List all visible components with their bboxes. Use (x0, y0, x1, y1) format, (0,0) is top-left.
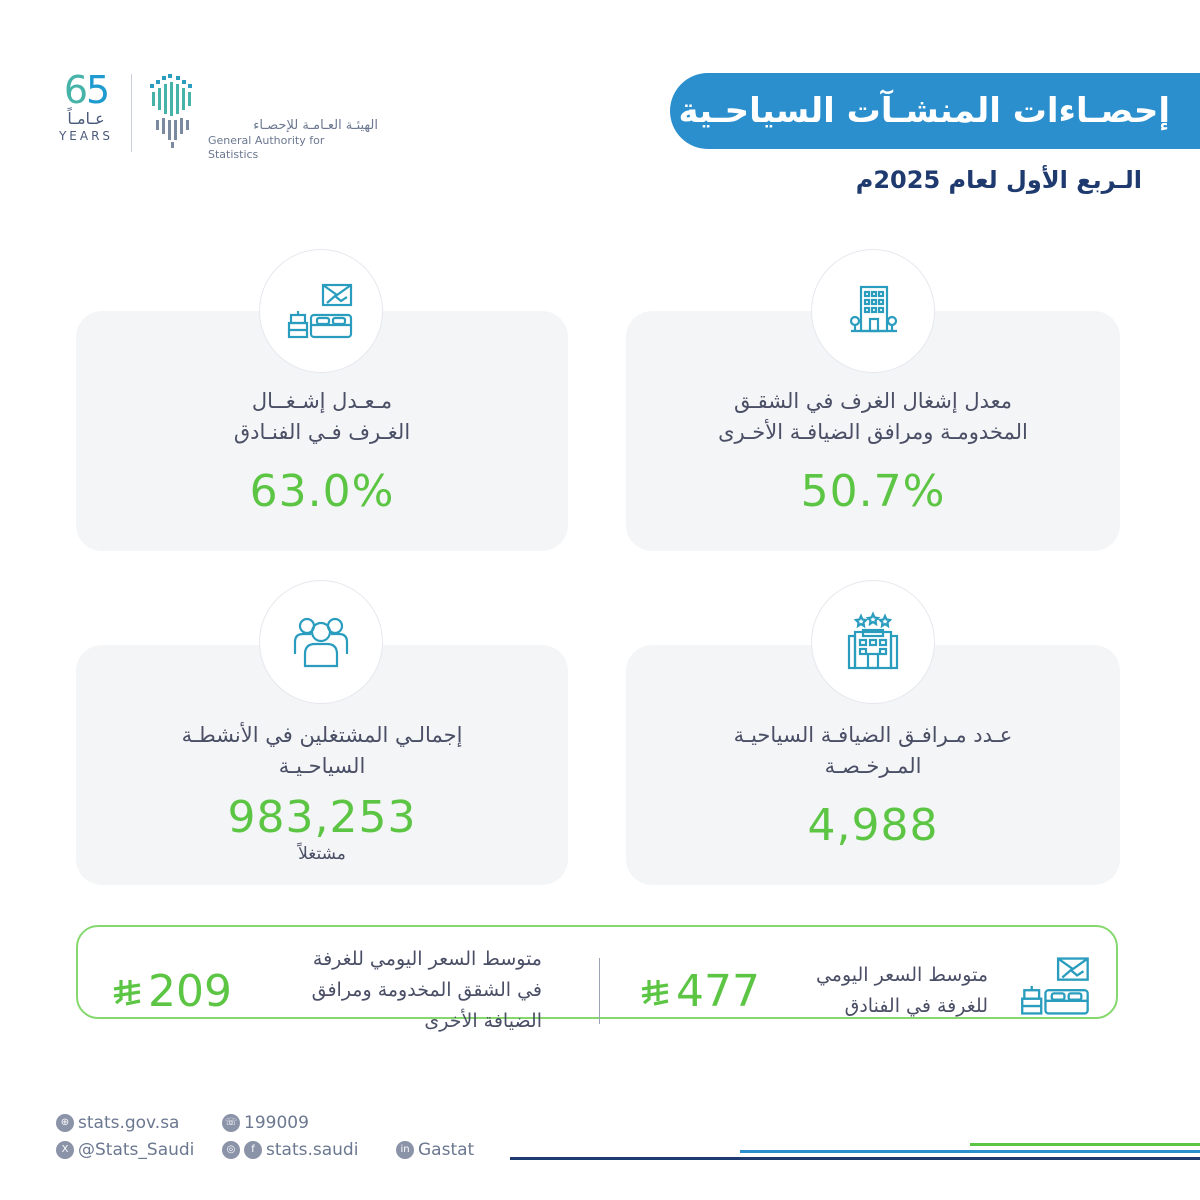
price-apartments-value (112, 966, 232, 1017)
footer-linkedin-text[interactable]: Gastat (418, 1140, 475, 1160)
saudi-riyal-icon (640, 977, 670, 1007)
price-apartments-amount: 209 (148, 966, 232, 1017)
card-tourism-employees-icon-circle (259, 580, 383, 704)
price-hotels-amount: 477 (676, 966, 760, 1017)
saudi-riyal-icon (112, 977, 142, 1007)
logo-divider (131, 74, 132, 152)
years-arabic: عـامـاً (67, 109, 105, 128)
card-licensed-facilities-value: 4,988 (807, 800, 939, 851)
price-box-divider (599, 958, 600, 1024)
card-apartments-occupancy-icon-circle (811, 249, 935, 373)
footer-phone-text[interactable]: 199009 (244, 1113, 309, 1133)
page-title: إحصـاءات المنشـآت السياحـية (678, 91, 1170, 131)
price-apartments-label: متوسط السعر اليومي للغرفة في الشقق المخدومة ومرافق الضيافة الأخرى (311, 948, 542, 1032)
footer-bar-navy (510, 1157, 1200, 1160)
card-apartments-occupancy-label: معدل إشغال الغرف في الشقـق المخدومـة ومرافق الضيافـة الأخـرى (718, 389, 1028, 444)
card-tourism-employees-value: 983,253 (227, 792, 417, 843)
phone-icon: ☏ (222, 1114, 240, 1132)
card-tourism-employees-label: إجمالـي المشتغلين في الأنشطـة السياحـيـة (181, 723, 463, 778)
card-tourism-employees-unit: مشتغلاً (298, 844, 346, 864)
card-hotels-occupancy-icon-circle (259, 249, 383, 373)
gastat-name-arabic: الهيئـة العـامـة للإحصـاء (253, 118, 378, 133)
hotel-room-icon (1018, 950, 1094, 1022)
facebook-icon: f (244, 1141, 262, 1159)
hotel-stars-icon (841, 610, 905, 674)
building-icon (841, 279, 905, 343)
instagram-icon: ◎ (222, 1141, 240, 1159)
years-digit-six: 6 (63, 68, 86, 112)
card-hotels-occupancy-label: مـعـدل إشـغــال الغـرف فـي الفنـادق (233, 389, 411, 444)
title-banner (670, 73, 1200, 149)
gastat-name (208, 118, 378, 162)
price-hotels-label: متوسط السعر اليومي للغرفة في الفنادق (815, 964, 988, 1017)
footer-bar-blue (740, 1150, 1200, 1153)
footer-bar-green (970, 1143, 1200, 1146)
gastat-logo-icon (146, 74, 202, 150)
page-subtitle: الـربع الأول لعام 2025م (855, 166, 1142, 194)
card-licensed-facilities-label: عـدد مـرافـق الضيافـة السياحيـة المـرخـصـة (733, 723, 1013, 778)
footer-social-text[interactable]: stats.saudi (266, 1140, 359, 1160)
globe-icon: ⊕ (56, 1114, 74, 1132)
years-digit-five: 5 (86, 68, 109, 112)
footer-social[interactable] (222, 1140, 358, 1160)
card-hotels-occupancy-value: 63.0% (249, 466, 395, 517)
linkedin-icon: in (396, 1141, 414, 1159)
anniversary-logo (52, 70, 120, 144)
footer-website[interactable] (56, 1113, 179, 1133)
footer-x[interactable] (56, 1140, 194, 1160)
footer-x-text[interactable]: @Stats_Saudi (78, 1140, 195, 1160)
people-icon (289, 610, 353, 674)
gastat-name-english: General Authority for Statistics (208, 134, 325, 161)
x-logo-icon: X (56, 1141, 74, 1159)
price-hotels-value (640, 966, 760, 1017)
footer-phone[interactable] (222, 1113, 309, 1133)
hotel-room-icon (285, 279, 357, 343)
footer-linkedin[interactable] (396, 1140, 474, 1160)
card-apartments-occupancy-value: 50.7% (800, 466, 946, 517)
footer-website-text[interactable]: stats.gov.sa (78, 1113, 180, 1133)
card-licensed-facilities-icon-circle (811, 580, 935, 704)
years-english: YEARS (58, 129, 114, 143)
